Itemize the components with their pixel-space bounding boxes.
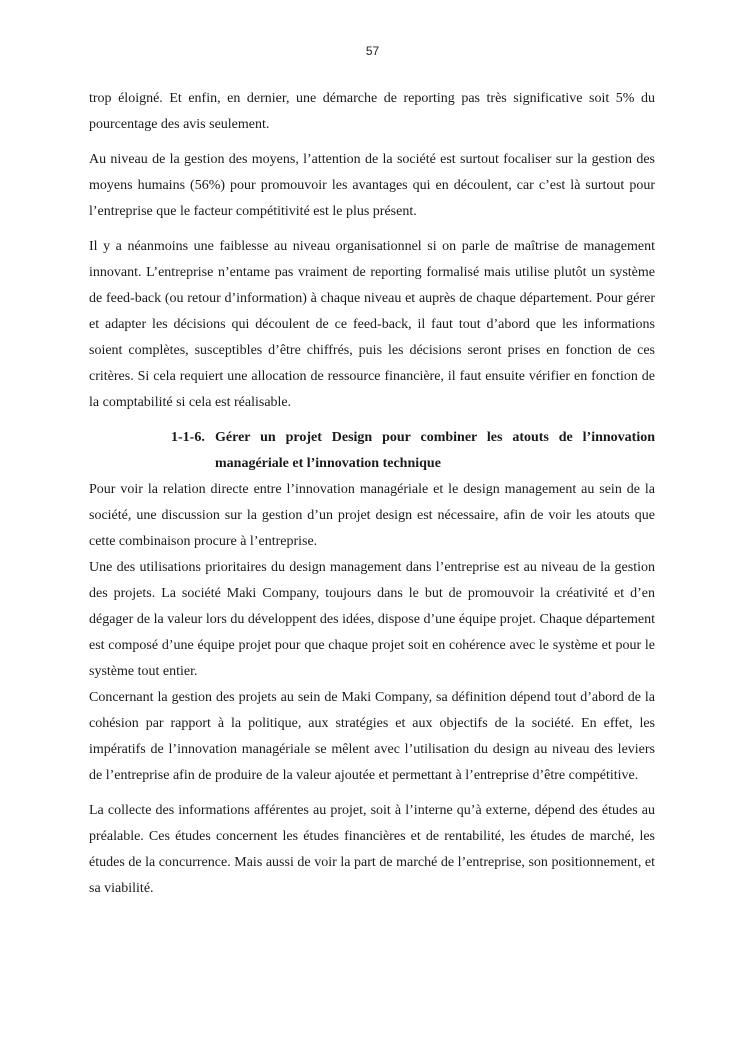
- paragraph-relation-design: Pour voir la relation directe entre l’innovation managériale et le design management au sein de la société, une discussion sur la gestion d’un projet design est nécessaire, afin de voir les atouts que cette combinaison procure à l’entreprise.: [89, 482, 655, 549]
- paragraph-gestion-moyens: Au niveau de la gestion des moyens, l’attention de la société est surtout focaliser sur la gestion des moyens humains (56%) pour promouvoir les avantages qui en découlent, car c’est là surtout pour l’entreprise que le facteur compétitivité est le plus présent.: [89, 152, 655, 219]
- paragraph-utilisations-prioritaires: Une des utilisations prioritaires du design management dans l’entreprise est au niveau de la gestion des projets. La société Maki Company, toujours dans le but de promouvoir la créativité et d’en dégager de la valeur lors du développent des idées, dispose d’une équipe projet. Chaque département est composé d’une équipe projet pour que chaque projet soit en cohérence avec le système et pour le système tout entier.: [89, 560, 655, 679]
- section-title: Gérer un projet Design pour combiner les atouts de l’innovation managériale et l’innovation technique: [215, 430, 655, 471]
- document-body: [89, 86, 655, 902]
- paragraph-reporting: trop éloigné. Et enfin, en dernier, une démarche de reporting pas très significative soit 5% du pourcentage des avis seulement.: [89, 91, 655, 132]
- section-number: 1-1-6.: [171, 430, 205, 445]
- paragraph-faiblesse-organisationnelle: Il y a néanmoins une faiblesse au niveau organisationnel si on parle de maîtrise de management innovant. L’entreprise n’entame pas vraiment de reporting formalisé mais utilise plutôt un système de feed-back (ou retour d’information) à chaque niveau et auprès de chaque département. Pour gérer et adapter les décisions qui découlent de ce feed-back, il faut tout d’abord que les informations soient complètes, susceptibles d’être chiffrés, puis les décisions seront prises en fonction de ces critères. Si cela requiert une allocation de ressource financière, il faut ensuite vérifier en fonction de la comptabilité si cela est réalisable.: [89, 239, 655, 410]
- paragraph-gestion-projets: Concernant la gestion des projets au sein de Maki Company, sa définition dépend tout d’abord de la cohésion par rapport à la politique, aux stratégies et aux objectifs de la société. En effet, les impératifs de l’innovation managériale se mêlent avec l’utilisation du design au niveau des leviers de l’entreprise afin de produire de la valeur ajoutée et permettant à l’entreprise d’être compétitive.: [89, 690, 655, 783]
- page-number: 57: [365, 44, 380, 58]
- paragraph-collecte-informations: La collecte des informations afférentes au projet, soit à l’interne qu’à externe, dépend des études au préalable. Ces études concernent les études financières et de rentabilité, les études de marché, les études de la concurrence. Mais aussi de voir la part de marché de l’entreprise, son positionnement, et sa viabilité.: [89, 803, 655, 896]
- section-heading: [89, 425, 655, 477]
